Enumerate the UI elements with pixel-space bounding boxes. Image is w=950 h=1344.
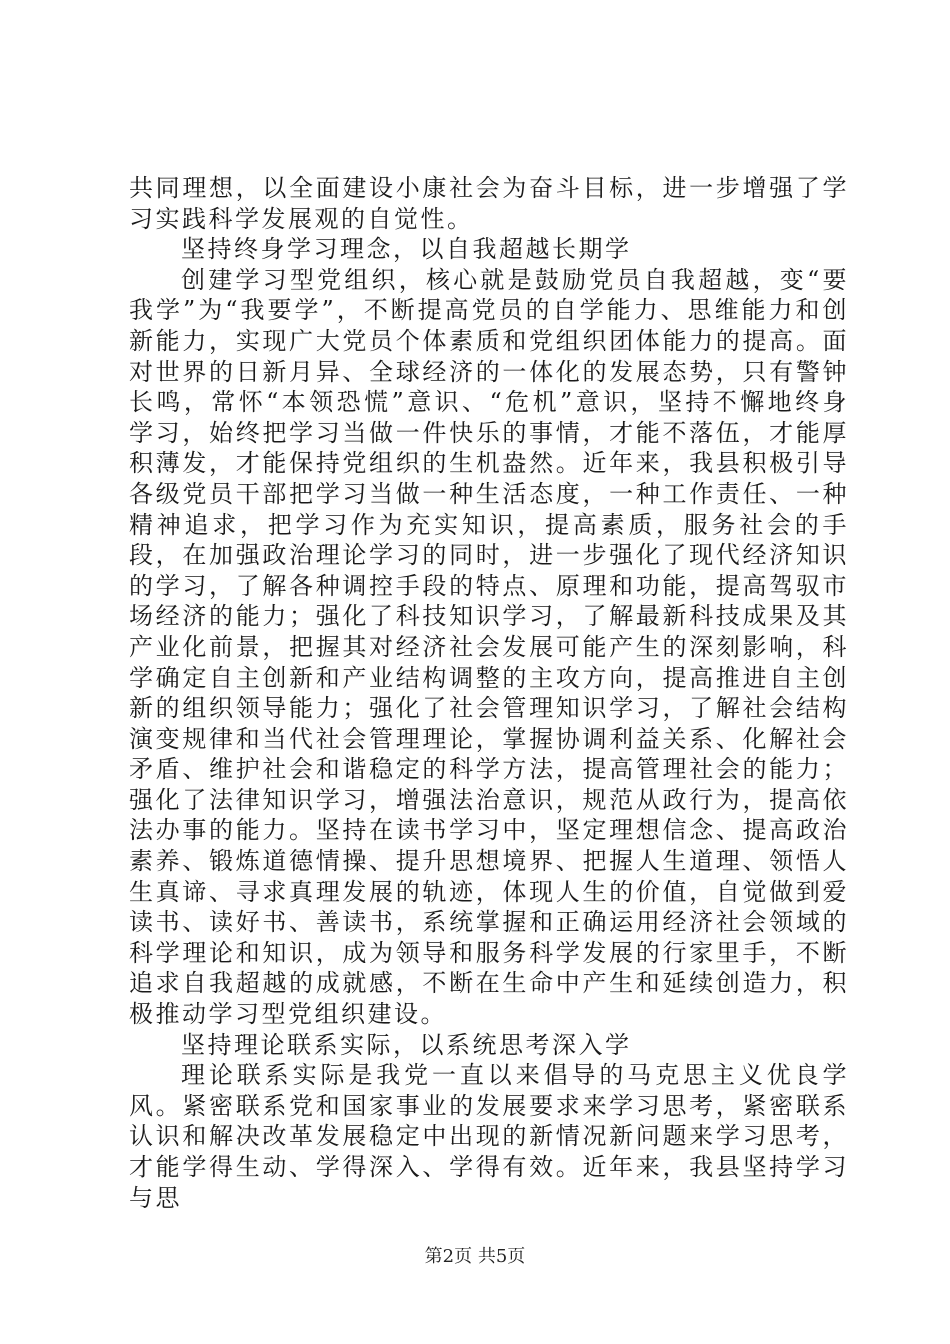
page-number-footer: 第2页 共5页	[424, 1246, 526, 1267]
paragraph-theory-practice: 理论联系实际是我党一直以来倡导的马克思主义优良学风。紧密联系党和国家事业的发展要求来学习思考，紧密联系认识和解决改革发展稳定中出现的新情况新问题来学习思考，才能学得生动、学得深入、学得有效。近年来，我县坚持学习与思	[129, 1061, 849, 1212]
section-heading-lifelong-learning: 坚持终身学习理念，以自我超越长期学	[181, 235, 632, 264]
document-body	[129, 173, 849, 1213]
section-heading-theory-practice: 坚持理论联系实际，以系统思考深入学	[181, 1030, 632, 1059]
paragraph-lifelong-learning: 创建学习型党组织，核心就是鼓励党员自我超越，变“要我学”为“我要学”，不断提高党员的自学能力、思维能力和创新能力，实现广大党员个体素质和党组织团体能力的提高。面对世界的日新月异、全球经济的一体化的发展态势，只有警钟长鸣，常怀“本领恐慌”意识、“危机”意识，坚持不懈地终身学习，始终把学习当做一件快乐的事情，才能不落伍，才能厚积薄发，才能保持党组织的生机盎然。近年来，我县积极引导各级党员干部把学习当做一种生活态度，一种工作责任、一种精神追求，把学习作为充实知识，提高素质，服务社会的手段，在加强政治理论学习的同时，进一步强化了现代经济知识的学习，了解各种调控手段的特点、原理和功能，提高驾驭市场经济的能力；强化了科技知识学习，了解最新科技成果及其产业化前景，把握其对经济社会发展可能产生的深刻影响，科学确定自主创新和产业结构调整的主攻方向，提高推进自主创新的组织领导能力；强化了社会管理知识学习，了解社会结构演变规律和当代社会管理理论，掌握协调利益关系、化解社会矛盾、维护社会和谐稳定的科学方法，提高管理社会的能力；强化了法律知识学习，增强法治意识，规范从政行为，提高依法办事的能力。坚持在读书学习中，坚定理想信念、提高政治素养、锻炼道德情操、提升思想境界、把握人生道理、领悟人生真谛、寻求真理发展的轨迹，体现人生的价值，自觉做到爱读书、读好书、善读书，系统掌握和正确运用经济社会领域的科学理论和知识，成为领导和服务科学发展的行家里手，不断追求自我超越的成就感，不断在生命中产生和延续创造力，积极推动学习型党组织建设。	[129, 265, 849, 1029]
paragraph-continuation: 共同理想，以全面建设小康社会为奋斗目标，进一步增强了学习实践科学发展观的自觉性。	[129, 174, 849, 233]
